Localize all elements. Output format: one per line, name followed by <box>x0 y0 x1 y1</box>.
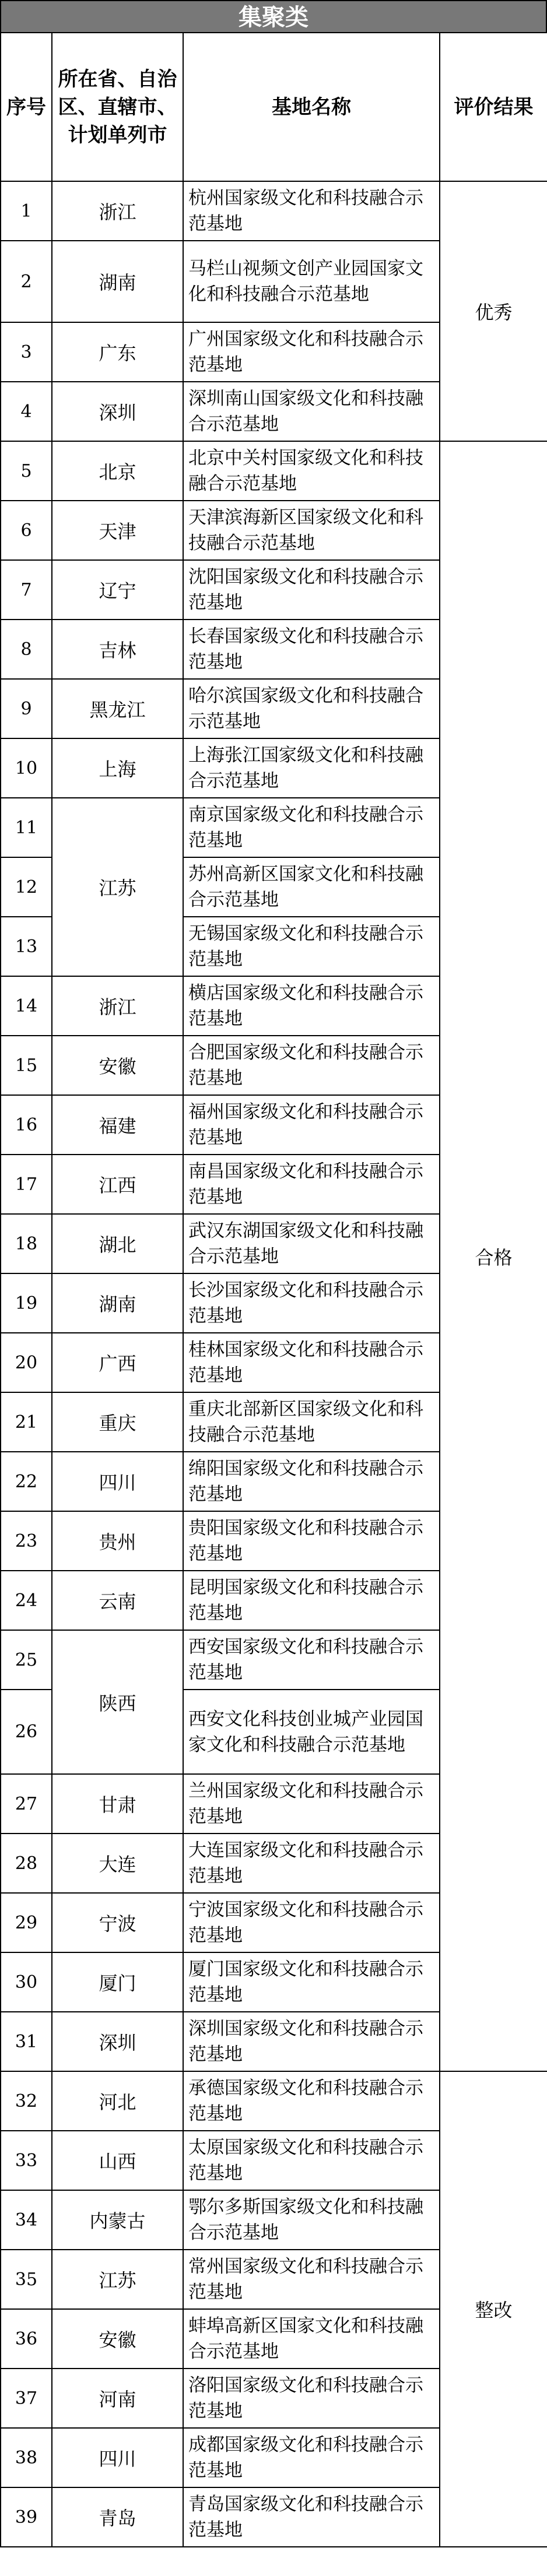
row-base-name: 西安文化科技创业城产业园国家文化和科技融合示范基地 <box>183 1690 440 1774</box>
row-number: 17 <box>1 1155 52 1214</box>
row-number: 28 <box>1 1834 52 1893</box>
row-region: 深圳 <box>52 2012 183 2071</box>
row-region: 陕西 <box>52 1630 183 1774</box>
row-region: 厦门 <box>52 1952 183 2012</box>
row-base-name: 兰州国家级文化和科技融合示范基地 <box>183 1774 440 1834</box>
row-base-name: 昆明国家级文化和科技融合示范基地 <box>183 1571 440 1630</box>
table-row <box>1 2071 547 2131</box>
table-body <box>1 181 547 2547</box>
row-number: 31 <box>1 2012 52 2071</box>
row-number: 36 <box>1 2309 52 2369</box>
row-base-name: 哈尔滨国家级文化和科技融合示范基地 <box>183 679 440 738</box>
row-region: 江西 <box>52 1155 183 1214</box>
row-number: 25 <box>1 1630 52 1690</box>
row-number: 7 <box>1 560 52 620</box>
result-pass: 合格 <box>440 441 547 2071</box>
row-region: 安徽 <box>52 2309 183 2369</box>
row-base-name: 青岛国家级文化和科技融合示范基地 <box>183 2487 440 2547</box>
row-number: 22 <box>1 1452 52 1511</box>
row-region: 黑龙江 <box>52 679 183 738</box>
row-number: 9 <box>1 679 52 738</box>
row-number: 23 <box>1 1511 52 1571</box>
row-region: 河南 <box>52 2369 183 2428</box>
row-region: 河北 <box>52 2071 183 2131</box>
row-region: 上海 <box>52 738 183 798</box>
row-base-name: 天津滨海新区国家级文化和科技融合示范基地 <box>183 501 440 560</box>
row-number: 8 <box>1 620 52 679</box>
row-base-name: 蚌埠高新区国家文化和科技融合示范基地 <box>183 2309 440 2369</box>
header-seq: 序号 <box>1 33 52 181</box>
row-region: 天津 <box>52 501 183 560</box>
row-number: 30 <box>1 1952 52 2012</box>
row-base-name: 承德国家级文化和科技融合示范基地 <box>183 2071 440 2131</box>
row-base-name: 长沙国家级文化和科技融合示范基地 <box>183 1273 440 1333</box>
row-region: 湖北 <box>52 1214 183 1273</box>
header-name: 基地名称 <box>183 33 440 181</box>
row-region: 吉林 <box>52 620 183 679</box>
row-region: 浙江 <box>52 976 183 1036</box>
row-base-name: 西安国家级文化和科技融合示范基地 <box>183 1630 440 1690</box>
row-base-name: 重庆北部新区国家级文化和科技融合示范基地 <box>183 1392 440 1452</box>
row-base-name: 桂林国家级文化和科技融合示范基地 <box>183 1333 440 1392</box>
evaluation-table <box>0 32 547 2547</box>
row-number: 10 <box>1 738 52 798</box>
row-number: 2 <box>1 241 52 322</box>
row-number: 3 <box>1 322 52 382</box>
row-region: 深圳 <box>52 382 183 441</box>
row-number: 5 <box>1 441 52 501</box>
row-base-name: 合肥国家级文化和科技融合示范基地 <box>183 1036 440 1095</box>
row-base-name: 福州国家级文化和科技融合示范基地 <box>183 1095 440 1155</box>
result-rectify: 整改 <box>440 2071 547 2547</box>
row-region: 北京 <box>52 441 183 501</box>
row-number: 14 <box>1 976 52 1036</box>
row-base-name: 武汉东湖国家级文化和科技融合示范基地 <box>183 1214 440 1273</box>
row-region: 山西 <box>52 2131 183 2190</box>
row-base-name: 长春国家级文化和科技融合示范基地 <box>183 620 440 679</box>
row-region: 四川 <box>52 2428 183 2487</box>
row-region: 福建 <box>52 1095 183 1155</box>
row-number: 26 <box>1 1690 52 1774</box>
row-region: 湖南 <box>52 1273 183 1333</box>
row-region: 云南 <box>52 1571 183 1630</box>
row-base-name: 宁波国家级文化和科技融合示范基地 <box>183 1893 440 1952</box>
row-base-name: 广州国家级文化和科技融合示范基地 <box>183 322 440 382</box>
row-region: 安徽 <box>52 1036 183 1095</box>
table-row <box>1 441 547 501</box>
header-row <box>1 33 547 181</box>
row-base-name: 常州国家级文化和科技融合示范基地 <box>183 2250 440 2309</box>
row-base-name: 厦门国家级文化和科技融合示范基地 <box>183 1952 440 2012</box>
row-region: 江苏 <box>52 798 183 976</box>
row-number: 32 <box>1 2071 52 2131</box>
row-region: 江苏 <box>52 2250 183 2309</box>
row-base-name: 横店国家级文化和科技融合示范基地 <box>183 976 440 1036</box>
row-number: 12 <box>1 857 52 917</box>
row-base-name: 杭州国家级文化和科技融合示范基地 <box>183 181 440 241</box>
header-result: 评价结果 <box>440 33 547 181</box>
row-base-name: 沈阳国家级文化和科技融合示范基地 <box>183 560 440 620</box>
row-region: 大连 <box>52 1834 183 1893</box>
row-base-name: 北京中关村国家级文化和科技融合示范基地 <box>183 441 440 501</box>
row-base-name: 无锡国家级文化和科技融合示范基地 <box>183 917 440 976</box>
row-number: 20 <box>1 1333 52 1392</box>
row-region: 内蒙古 <box>52 2190 183 2250</box>
row-number: 29 <box>1 1893 52 1952</box>
row-region: 广西 <box>52 1333 183 1392</box>
row-number: 35 <box>1 2250 52 2309</box>
row-number: 21 <box>1 1392 52 1452</box>
row-region: 宁波 <box>52 1893 183 1952</box>
row-number: 39 <box>1 2487 52 2547</box>
header-region: 所在省、自治区、直辖市、计划单列市 <box>52 33 183 181</box>
row-number: 24 <box>1 1571 52 1630</box>
row-base-name: 深圳国家级文化和科技融合示范基地 <box>183 2012 440 2071</box>
row-base-name: 南京国家级文化和科技融合示范基地 <box>183 798 440 857</box>
table-row <box>1 181 547 241</box>
row-region: 辽宁 <box>52 560 183 620</box>
row-number: 34 <box>1 2190 52 2250</box>
row-base-name: 南昌国家级文化和科技融合示范基地 <box>183 1155 440 1214</box>
row-number: 13 <box>1 917 52 976</box>
row-base-name: 洛阳国家级文化和科技融合示范基地 <box>183 2369 440 2428</box>
row-base-name: 鄂尔多斯国家级文化和科技融合示范基地 <box>183 2190 440 2250</box>
row-number: 33 <box>1 2131 52 2190</box>
row-region: 浙江 <box>52 181 183 241</box>
row-number: 27 <box>1 1774 52 1834</box>
row-region: 重庆 <box>52 1392 183 1452</box>
row-base-name: 贵阳国家级文化和科技融合示范基地 <box>183 1511 440 1571</box>
row-base-name: 上海张江国家级文化和科技融合示范基地 <box>183 738 440 798</box>
row-region: 广东 <box>52 322 183 382</box>
row-number: 37 <box>1 2369 52 2428</box>
row-base-name: 马栏山视频文创产业园国家文化和科技融合示范基地 <box>183 241 440 322</box>
row-base-name: 大连国家级文化和科技融合示范基地 <box>183 1834 440 1893</box>
result-excellent: 优秀 <box>440 181 547 441</box>
row-number: 11 <box>1 798 52 857</box>
row-number: 19 <box>1 1273 52 1333</box>
row-base-name: 绵阳国家级文化和科技融合示范基地 <box>183 1452 440 1511</box>
row-base-name: 深圳南山国家级文化和科技融合示范基地 <box>183 382 440 441</box>
row-region: 四川 <box>52 1452 183 1511</box>
row-region: 甘肃 <box>52 1774 183 1834</box>
row-region: 湖南 <box>52 241 183 322</box>
table-title: 集聚类 <box>0 0 547 32</box>
row-number: 1 <box>1 181 52 241</box>
row-number: 18 <box>1 1214 52 1273</box>
row-number: 38 <box>1 2428 52 2487</box>
row-base-name: 太原国家级文化和科技融合示范基地 <box>183 2131 440 2190</box>
row-region: 贵州 <box>52 1511 183 1571</box>
row-base-name: 苏州高新区国家文化和科技融合示范基地 <box>183 857 440 917</box>
row-number: 4 <box>1 382 52 441</box>
row-base-name: 成都国家级文化和科技融合示范基地 <box>183 2428 440 2487</box>
row-number: 6 <box>1 501 52 560</box>
row-number: 16 <box>1 1095 52 1155</box>
row-number: 15 <box>1 1036 52 1095</box>
row-region: 青岛 <box>52 2487 183 2547</box>
